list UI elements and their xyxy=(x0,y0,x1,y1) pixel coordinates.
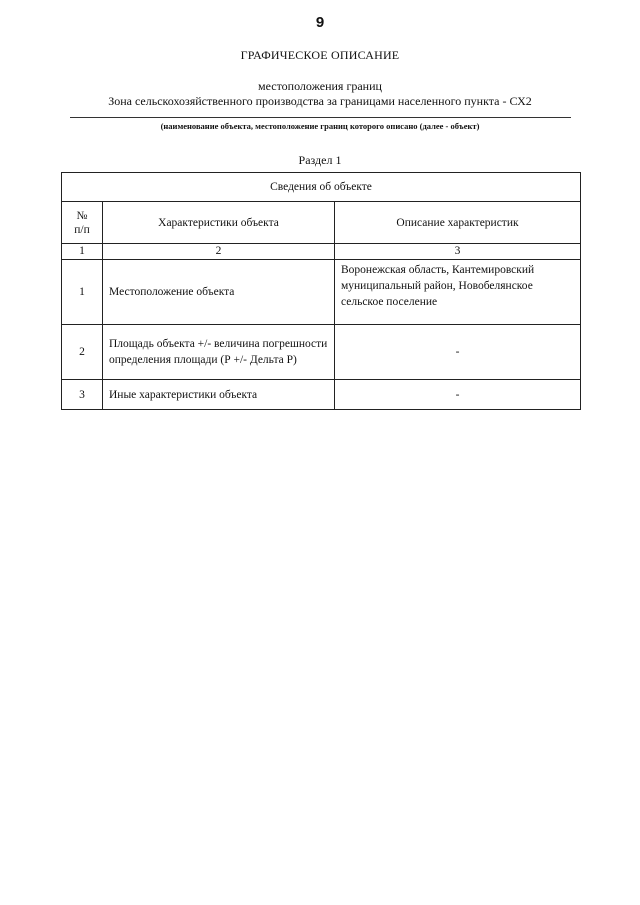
table-title-row xyxy=(62,173,581,202)
subtitle-line-2: Зона сельскохозяйственного производства за границами населенного пункта - СХ2 xyxy=(108,94,532,108)
row-number: 3 xyxy=(62,380,103,410)
object-info-table xyxy=(61,172,581,410)
row-description: Воронежская область, Кантемировский муниципальный район, Новобелянское сельское поселение xyxy=(335,260,581,325)
row-characteristic: Местоположение объекта xyxy=(103,260,335,325)
document-title: ГРАФИЧЕСКОЕ ОПИСАНИЕ xyxy=(240,48,400,62)
row-description: - xyxy=(335,325,581,380)
table-row xyxy=(62,325,581,380)
underline-rule xyxy=(70,117,571,118)
section-title: Раздел 1 xyxy=(298,153,342,167)
header-description: Описание характеристик xyxy=(335,202,581,244)
page-number: 9 xyxy=(315,14,325,31)
header-characteristic: Характеристики объекта xyxy=(103,202,335,244)
table-title: Сведения об объекте xyxy=(62,173,581,202)
column-number: 3 xyxy=(335,244,581,260)
row-characteristic: Площадь объекта +/- величина погрешности определения площади (Р +/- Дельта Р) xyxy=(103,325,335,380)
column-number-row xyxy=(62,244,581,260)
subtitle-line-1: местоположения границ xyxy=(258,79,382,93)
table-row xyxy=(62,260,581,325)
row-description: - xyxy=(335,380,581,410)
column-number: 1 xyxy=(62,244,103,260)
row-number: 1 xyxy=(62,260,103,325)
column-number: 2 xyxy=(103,244,335,260)
row-characteristic: Иные характеристики объекта xyxy=(103,380,335,410)
row-number: 2 xyxy=(62,325,103,380)
table-row xyxy=(62,380,581,410)
header-number: № п/п xyxy=(62,202,103,244)
table-header-row xyxy=(62,202,581,244)
object-caption: (наименование объекта, местоположение границ которого описано (далее - объект) xyxy=(160,121,480,131)
